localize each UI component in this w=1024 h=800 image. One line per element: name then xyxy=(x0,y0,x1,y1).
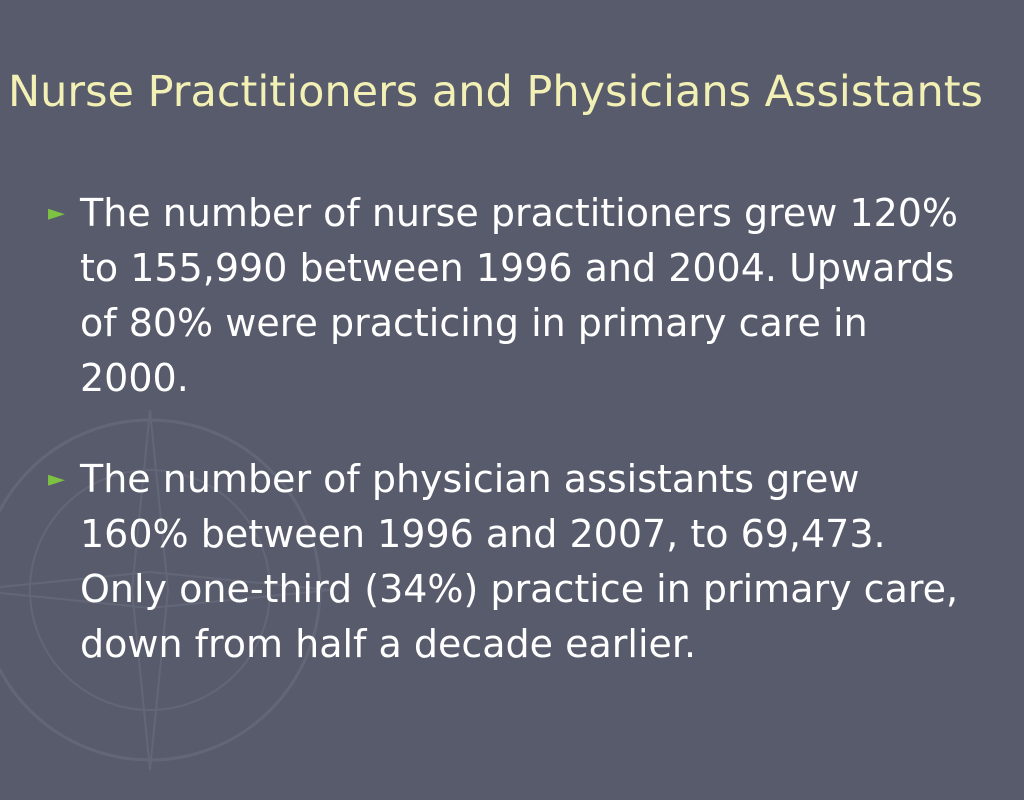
triangle-right-icon: ► xyxy=(48,467,65,492)
bullet-list xyxy=(44,186,984,718)
bullet-text: The number of nurse practitioners grew 120% to 155,990 between 1996 and 2004. Upwards of 80% were practicing in primary care in 2000. xyxy=(80,191,959,400)
bullet-item xyxy=(44,452,984,672)
bullet-text: The number of physician assistants grew 160% between 1996 and 2007, to 69,473. Only one-third (34%) practice in primary care, down from half a decade earlier. xyxy=(80,457,959,666)
slide-title: Nurse Practitioners and Physicians Assistants xyxy=(8,67,983,117)
triangle-right-icon: ► xyxy=(48,201,65,226)
bullet-item xyxy=(44,186,984,406)
